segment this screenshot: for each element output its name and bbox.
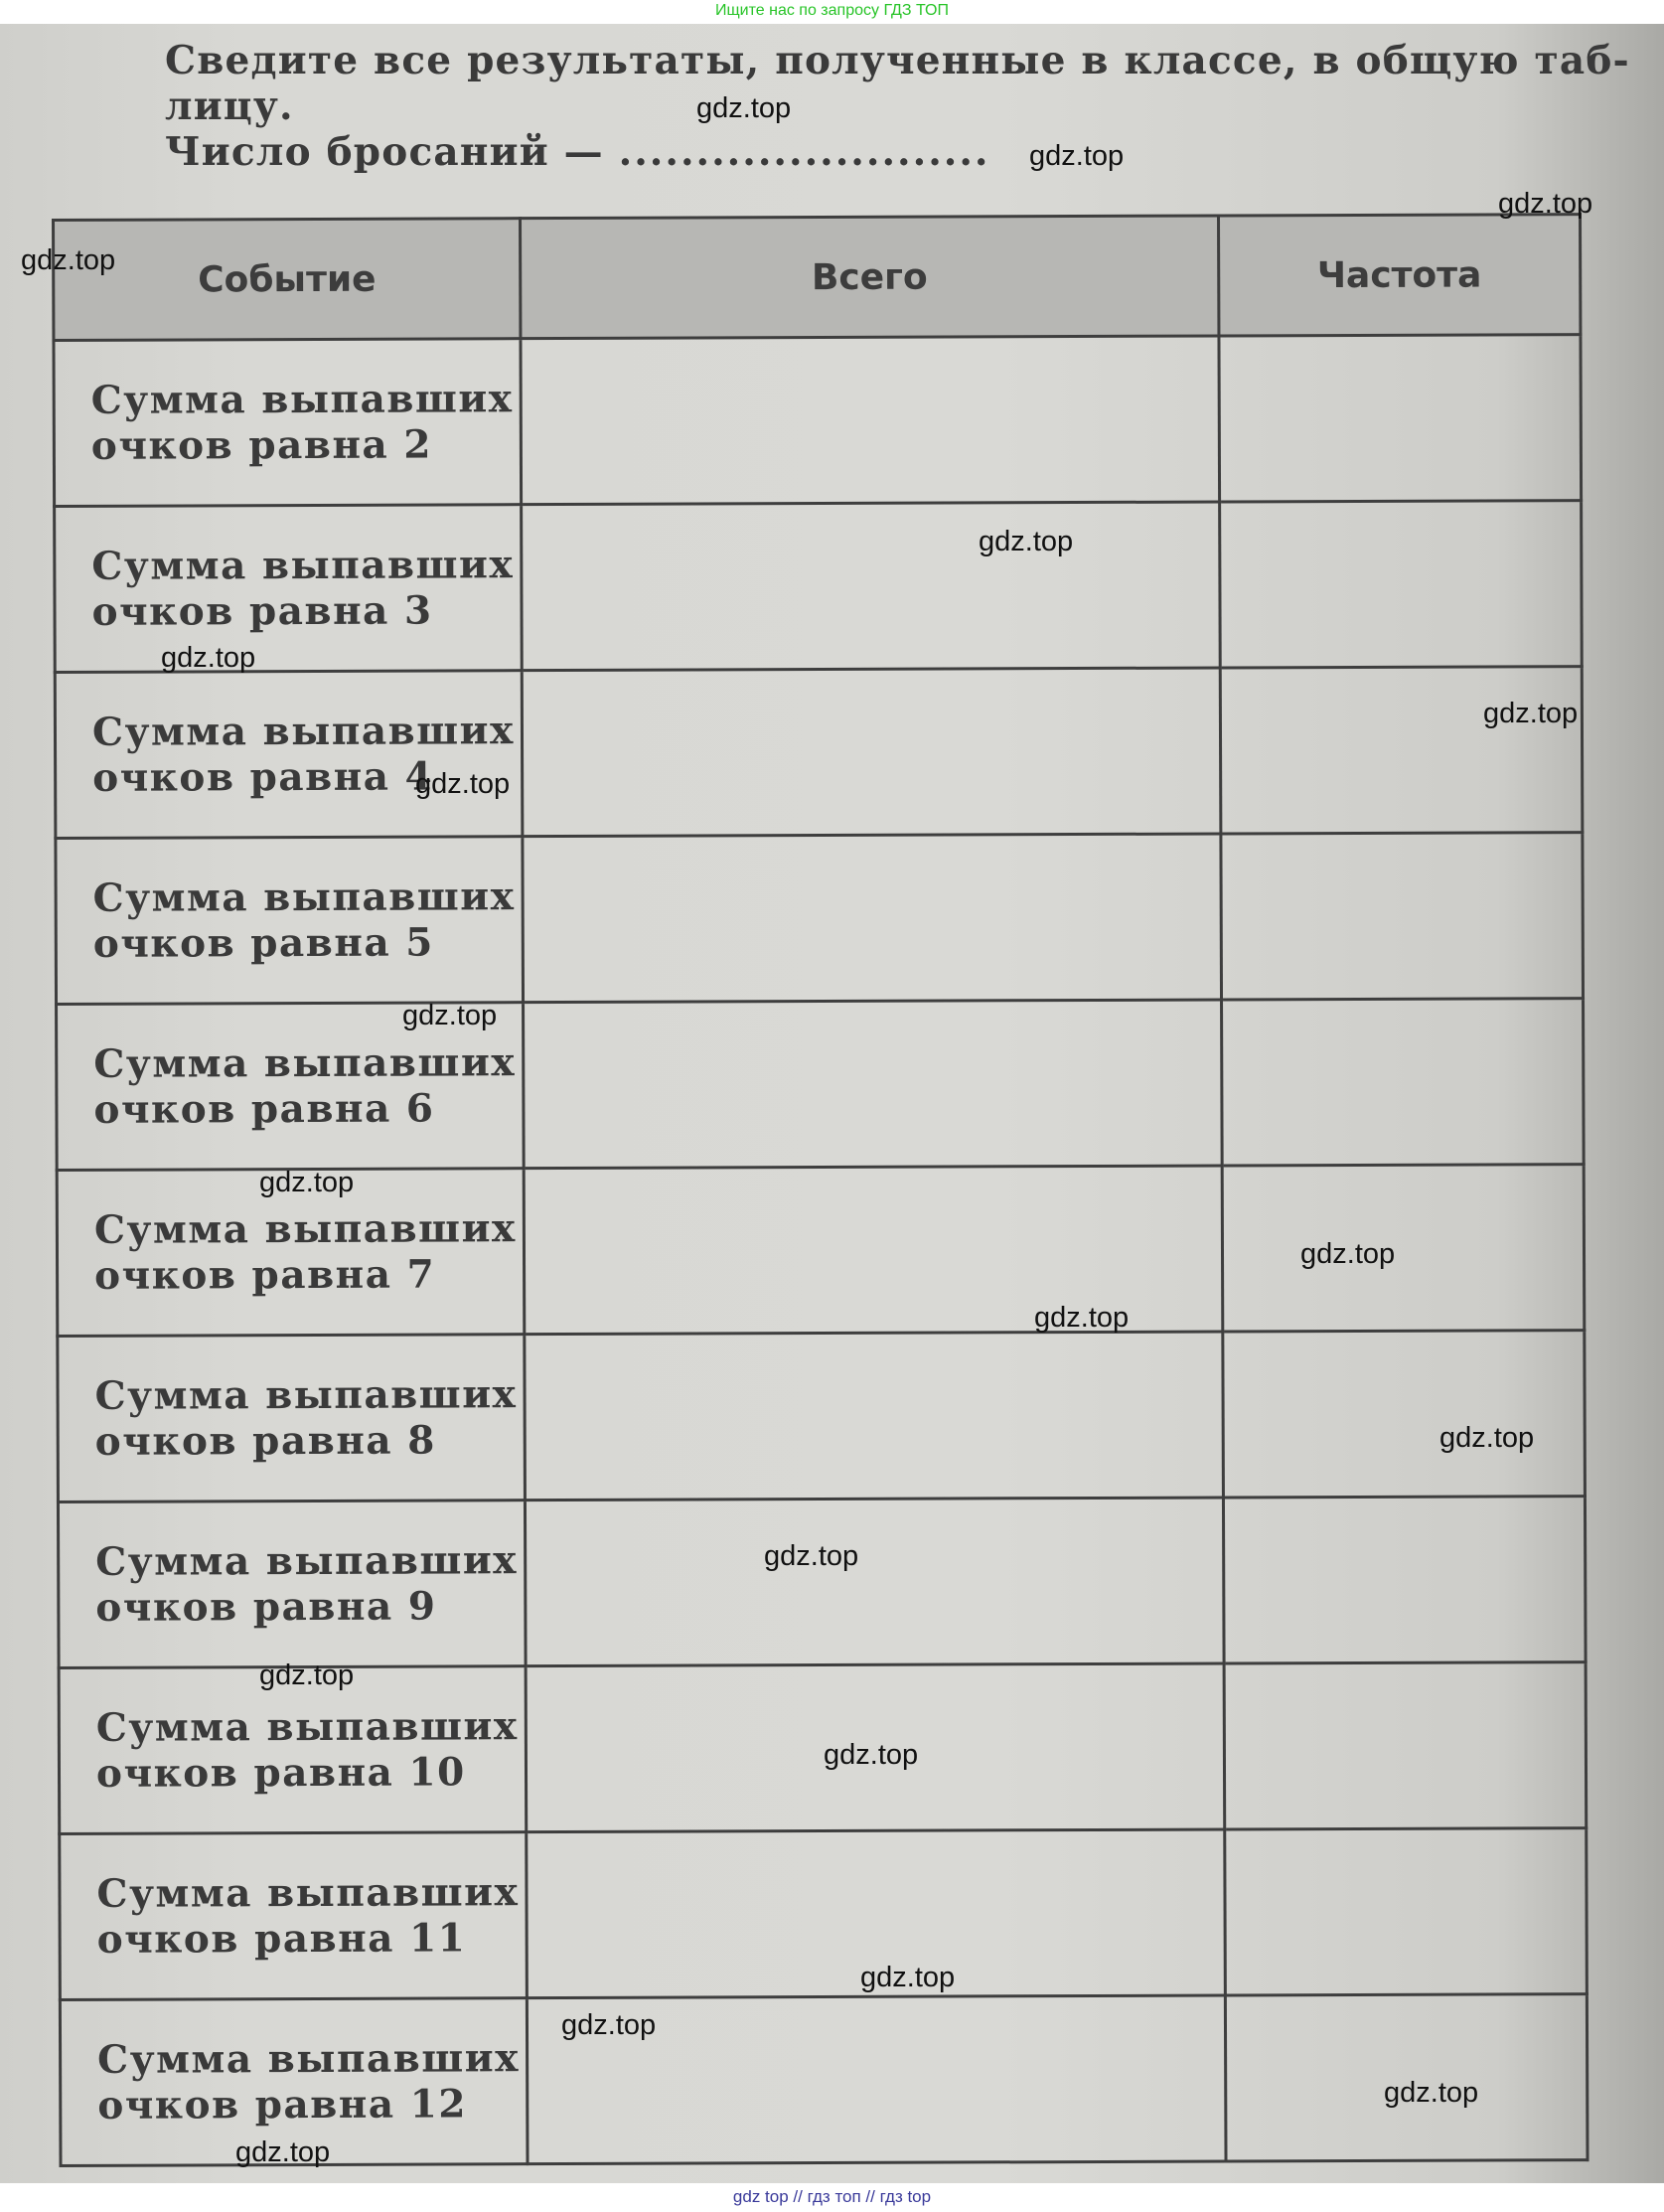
frequency-cell[interactable] <box>1221 833 1584 1000</box>
event-line-1: Сумма выпавших <box>96 1869 520 1917</box>
watermark-text: gdz.top <box>1483 698 1579 729</box>
table-row <box>55 501 1583 673</box>
watermark-text: gdz.top <box>979 526 1074 557</box>
instruction-line-2: лицу. <box>165 83 294 129</box>
event-line-1: Сумма выпавших <box>93 1205 517 1253</box>
total-cell[interactable] <box>526 1498 1224 1666</box>
event-line-1: Сумма выпавших <box>92 873 516 921</box>
watermark-text: gdz.top <box>561 2009 657 2041</box>
frequency-cell[interactable] <box>1225 1828 1588 1995</box>
event-line-2: очков равна 2 <box>90 421 433 469</box>
event-line-2: очков равна 4 <box>92 753 434 801</box>
event-line-1: Сумма выпавших <box>90 376 514 423</box>
watermark-text: gdz.top <box>1384 2077 1479 2109</box>
total-cell[interactable] <box>521 336 1219 505</box>
watermark-text: gdz.top <box>259 1659 355 1691</box>
watermark-text: gdz.top <box>235 2136 331 2168</box>
event-cell <box>58 1501 526 1668</box>
throws-count-label: Число бросаний — <box>165 129 604 175</box>
total-cell[interactable] <box>525 1332 1223 1501</box>
event-line-2: очков равна 12 <box>97 2081 468 2129</box>
event-line-2: очков равна 7 <box>93 1251 436 1299</box>
event-cell <box>56 837 524 1005</box>
event-line-2: очков равна 9 <box>95 1583 437 1631</box>
table-row <box>60 1828 1588 2000</box>
watermark-text: gdz.top <box>1029 140 1125 172</box>
event-line-2: очков равна 8 <box>94 1417 436 1465</box>
event-line-1: Сумма выпавших <box>91 542 515 589</box>
frequency-cell[interactable] <box>1223 1331 1586 1498</box>
event-cell <box>58 1335 526 1502</box>
event-line-2: очков равна 5 <box>92 919 434 967</box>
table-header-row <box>54 215 1581 341</box>
event-line-2: очков равна 3 <box>91 587 433 635</box>
event-cell <box>55 671 523 839</box>
total-cell[interactable] <box>522 502 1220 671</box>
frequency-cell[interactable] <box>1222 1165 1585 1332</box>
event-line-1: Сумма выпавших <box>91 708 515 755</box>
watermark-text: gdz.top <box>1498 188 1593 220</box>
event-line-1: Сумма выпавших <box>95 1537 519 1585</box>
table-row <box>56 833 1584 1005</box>
total-cell[interactable] <box>524 1000 1222 1169</box>
event-line-1: Сумма выпавших <box>93 1039 517 1087</box>
throws-count-blank[interactable]: ........................ <box>618 129 990 175</box>
table-row <box>55 667 1583 839</box>
bottom-banner: gdz top // гдз топ // гдз top <box>0 2183 1664 2212</box>
header-event: Событие <box>54 219 522 341</box>
watermark-text: gdz.top <box>696 92 792 124</box>
event-cell <box>55 505 523 673</box>
watermark-text: gdz.top <box>1439 1422 1535 1454</box>
watermark-text: gdz.top <box>1034 1302 1130 1334</box>
total-cell[interactable] <box>523 668 1221 837</box>
top-banner: Ищите нас по запросу ГДЗ ТОП <box>0 0 1664 24</box>
event-line-1: Сумма выпавших <box>95 1703 519 1751</box>
frequency-cell[interactable] <box>1219 335 1582 502</box>
event-line-2: очков равна 10 <box>95 1749 466 1797</box>
event-line-1: Сумма выпавших <box>94 1371 518 1419</box>
throws-count-line <box>165 129 1576 175</box>
watermark-text: gdz.top <box>402 1000 498 1031</box>
event-line-2: очков равна 6 <box>93 1085 435 1133</box>
frequency-cell[interactable] <box>1223 1497 1586 1663</box>
watermark-text: gdz.top <box>259 1167 355 1198</box>
task-instruction <box>165 38 1630 175</box>
header-total: Всего <box>521 216 1219 339</box>
watermark-text: gdz.top <box>860 1962 956 1993</box>
watermark-text: gdz.top <box>415 768 511 800</box>
frequency-cell[interactable] <box>1224 1662 1587 1829</box>
event-line-2: очков равна 11 <box>96 1915 467 1963</box>
watermark-text: gdz.top <box>824 1739 919 1771</box>
watermark-text: gdz.top <box>161 642 256 674</box>
watermark-text: gdz.top <box>1300 1238 1396 1270</box>
instruction-line-1: Сведите все результаты, полученные в классе, в общую таб- <box>165 38 1630 83</box>
frequency-cell[interactable] <box>1219 501 1582 668</box>
watermark-text: gdz.top <box>21 244 116 276</box>
event-cell <box>60 1832 528 2000</box>
watermark-text: gdz.top <box>764 1540 859 1572</box>
table-row <box>57 999 1585 1171</box>
event-line-1: Сумма выпавших <box>97 2035 521 2083</box>
frequency-cell[interactable] <box>1220 667 1583 834</box>
table-row <box>58 1331 1586 1502</box>
frequency-cell[interactable] <box>1221 999 1584 1166</box>
table-row <box>54 335 1582 507</box>
header-frequency: Частота <box>1218 215 1581 336</box>
event-cell <box>54 339 522 507</box>
total-cell[interactable] <box>523 834 1221 1003</box>
table-row <box>58 1497 1586 1668</box>
